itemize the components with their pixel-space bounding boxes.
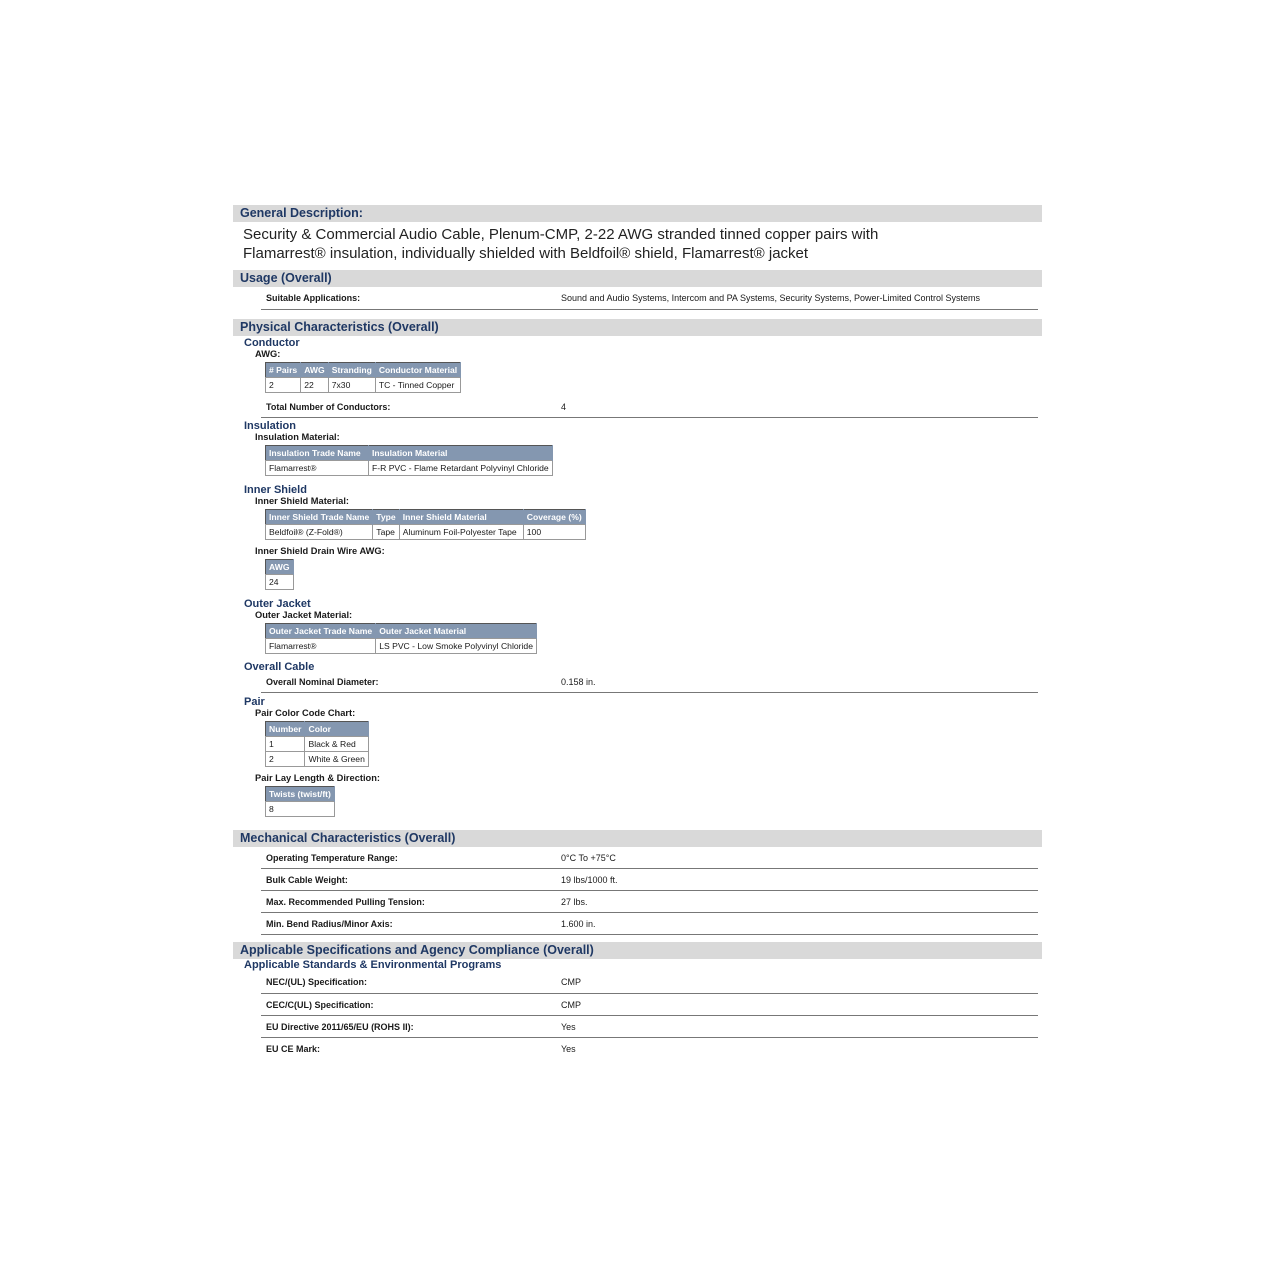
col-pairs: # Pairs	[266, 363, 301, 378]
pair-heading: Pair	[244, 696, 265, 708]
spec-row: NEC/(UL) Specification: CMP	[261, 971, 1038, 994]
datasheet	[233, 205, 1042, 1059]
pair-lay-label: Pair Lay Length & Direction:	[255, 773, 381, 783]
insulation-heading: Insulation	[244, 420, 296, 432]
conductor-heading: Conductor	[244, 337, 300, 349]
inner-shield-material-label: Inner Shield Material:	[255, 496, 350, 506]
specs-subheading: Applicable Standards & Environmental Programs	[244, 959, 502, 971]
mechanical-header: Mechanical Characteristics (Overall)	[233, 830, 1042, 847]
total-conductors-row	[261, 396, 1038, 418]
outer-jacket-table: Outer Jacket Trade Name Outer Jacket Material Flamarrest® LS PVC - Low Smoke Polyvinyl Chloride	[265, 623, 537, 654]
overall-diameter-row	[261, 673, 1038, 693]
conductor-table	[265, 362, 461, 393]
table-row: Beldfoil® (Z-Fold®) Tape Aluminum Foil-Polyester Tape 100	[266, 525, 586, 540]
table-row: 8	[266, 802, 335, 817]
table-row: Flamarrest® F-R PVC - Flame Retardant Polyvinyl Chloride	[266, 461, 553, 476]
insulation-material-label: Insulation Material:	[255, 432, 340, 442]
physical-header: Physical Characteristics (Overall)	[233, 319, 1042, 336]
inner-shield-heading: Inner Shield	[244, 484, 307, 496]
mech-row: Max. Recommended Pulling Tension: 27 lbs.	[261, 891, 1038, 913]
spec-row: CEC/C(UL) Specification: CMP	[261, 994, 1038, 1016]
overall-cable-heading: Overall Cable	[244, 661, 315, 673]
inner-shield-table: Inner Shield Trade Name Type Inner Shield Material Coverage (%) Beldfoil® (Z-Fold®) Tape Aluminum Foil-Polyester Tape 100	[265, 509, 586, 540]
mech-row: Bulk Cable Weight: 19 lbs/1000 ft.	[261, 869, 1038, 891]
table-row: 2 White & Green	[266, 752, 369, 767]
col-stranding: Stranding	[328, 363, 375, 378]
awg-label: AWG:	[255, 349, 281, 359]
table-row: 1 Black & Red	[266, 737, 369, 752]
overall-diameter-label: Overall Nominal Diameter:	[266, 677, 379, 687]
general-description	[233, 222, 1042, 270]
col-conductor-material: Conductor Material	[375, 363, 460, 378]
table-row: Flamarrest® LS PVC - Low Smoke Polyvinyl Chloride	[266, 639, 537, 654]
description-line-1: Security & Commercial Audio Cable, Plenum-CMP, 2-22 AWG stranded tinned copper pairs with	[243, 226, 879, 243]
insulation-table: Insulation Trade Name Insulation Material Flamarrest® F-R PVC - Flame Retardant Polyvinyl Chloride	[265, 445, 553, 476]
usage-header: Usage (Overall)	[233, 270, 1042, 287]
drain-wire-label: Inner Shield Drain Wire AWG:	[255, 546, 385, 556]
outer-jacket-heading: Outer Jacket	[244, 598, 311, 610]
outer-jacket-material-label: Outer Jacket Material:	[255, 610, 353, 620]
table-row: 24	[266, 575, 294, 590]
general-description-header: General Description:	[233, 205, 1042, 222]
overall-diameter-value: 0.158 in.	[561, 677, 596, 687]
pair-color-label: Pair Color Code Chart:	[255, 708, 356, 718]
pair-color-table: Number Color 1 Black & Red 2 White & Green	[265, 721, 369, 767]
total-conductors-label: Total Number of Conductors:	[266, 402, 391, 412]
suitable-applications-value: Sound and Audio Systems, Intercom and PA Systems, Security Systems, Power-Limited Control Systems	[561, 293, 981, 303]
col-awg: AWG	[301, 363, 329, 378]
suitable-applications-row	[261, 287, 1038, 310]
total-conductors-value: 4	[561, 402, 567, 412]
pair-lay-table: Twists (twist/ft) 8	[265, 786, 335, 817]
description-line-2: Flamarrest® insulation, individually shielded with Beldfoil® shield, Flamarrest® jacket	[243, 245, 809, 262]
spec-row: EU Directive 2011/65/EU (ROHS II): Yes	[261, 1016, 1038, 1038]
table-row: 2 22 7x30 TC - Tinned Copper	[266, 378, 461, 393]
drain-wire-table: AWG 24	[265, 559, 294, 590]
spec-row: EU CE Mark: Yes	[266, 1044, 576, 1054]
suitable-applications-label: Suitable Applications:	[266, 293, 361, 303]
specs-header: Applicable Specifications and Agency Compliance (Overall)	[233, 942, 1042, 959]
mech-row: Operating Temperature Range: 0°C To +75°C	[261, 847, 1038, 869]
mech-row: Min. Bend Radius/Minor Axis: 1.600 in.	[261, 913, 1038, 935]
